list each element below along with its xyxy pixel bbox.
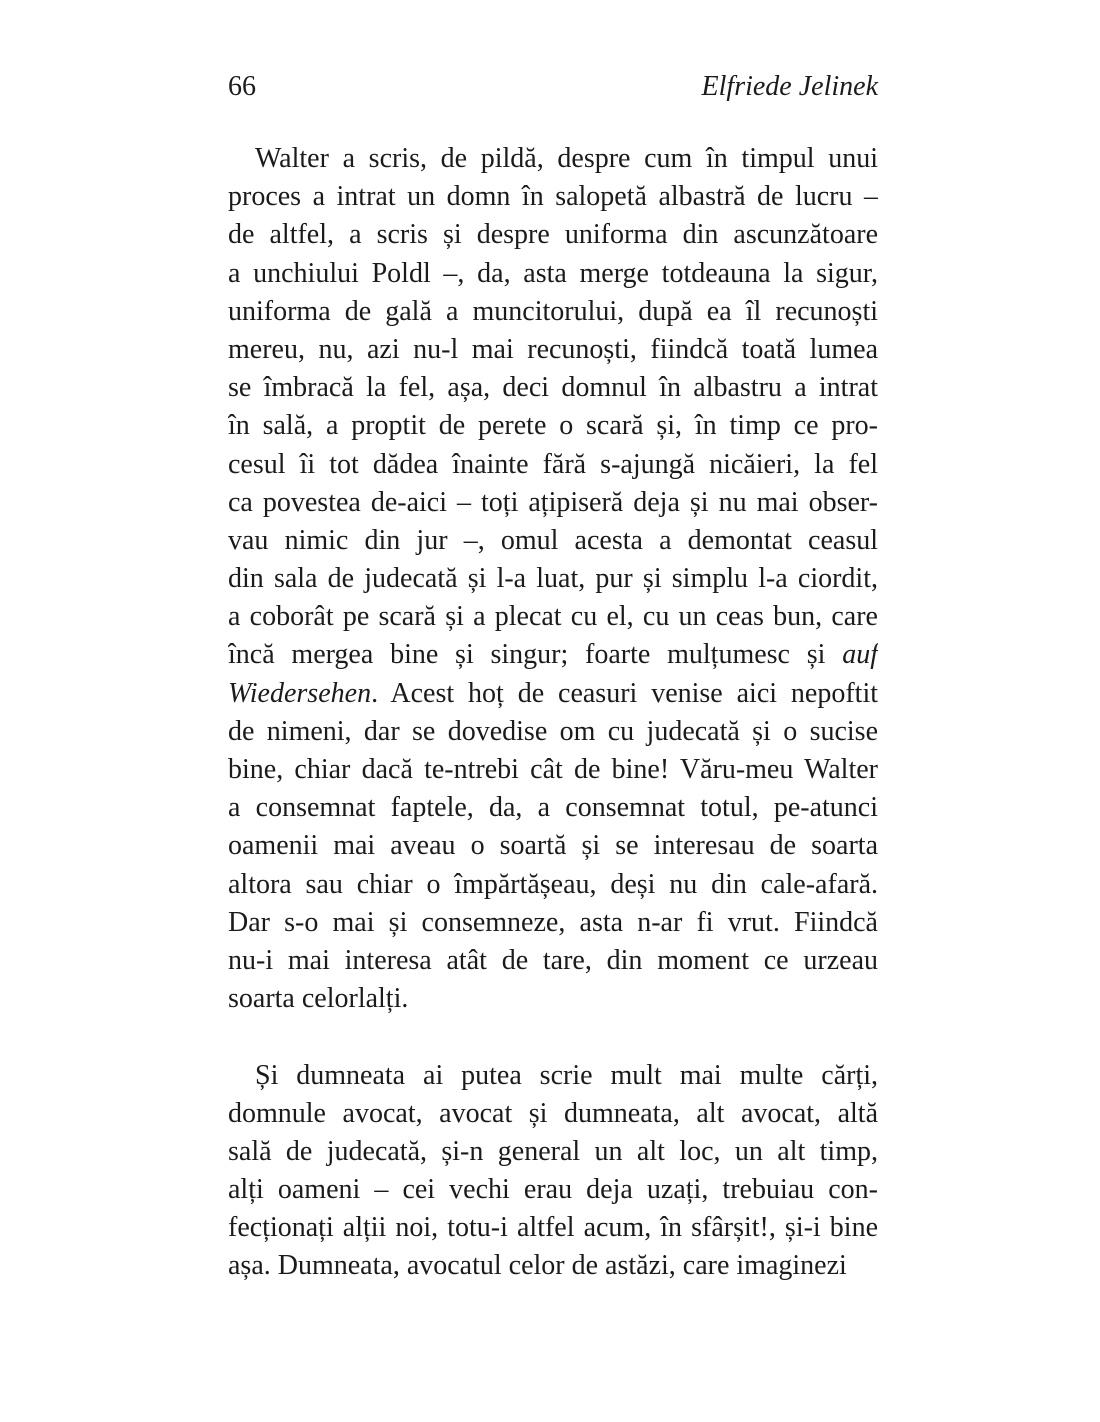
text-line: [228, 140, 878, 178]
text-line: [228, 407, 878, 445]
text-line: [228, 369, 878, 407]
text-line: [228, 1133, 878, 1171]
text-line: [228, 216, 878, 254]
text-segment: din sala de judecată și l-a luat, pur și simplu l-a ciordit,: [228, 563, 878, 595]
text-segment: alți oameni – cei vechi erau deja uzați, trebuiau con-: [228, 1174, 878, 1206]
text-line: [228, 904, 878, 942]
text-segment: încă mergea bine și singur; foarte mulțumesc și: [228, 639, 843, 671]
text-line: [228, 331, 878, 369]
text-line: [228, 484, 878, 522]
text-line: [228, 751, 878, 789]
text-segment: . Acest hoț de ceasuri venise aici nepoftit: [371, 677, 878, 709]
text-line: [228, 866, 878, 904]
text-segment: așa. Dumneata, avocatul celor de astăzi, care imaginezi: [228, 1250, 847, 1282]
text-line: [228, 560, 878, 598]
text-segment: proces a intrat un domn în salopetă albastră de lucru –: [228, 181, 878, 213]
text-segment: soarta celorlalți.: [228, 983, 409, 1015]
text-line: [228, 522, 878, 560]
text-column: [228, 140, 878, 1286]
text-segment: Și dumneata ai putea scrie mult mai multe cărți,: [255, 1059, 878, 1091]
text-line: [228, 713, 878, 751]
text-line: [228, 1095, 878, 1133]
text-segment: uniforma de gală a muncitorului, după ea îl recunoști: [228, 295, 878, 327]
text-segment: mereu, nu, azi nu-l mai recunoști, fiindcă toată lumea: [228, 333, 878, 365]
text-line: [228, 636, 878, 674]
text-line: [228, 293, 878, 331]
text-line: [228, 1057, 878, 1095]
text-segment: de nimeni, dar se dovedise om cu judecată și o sucise: [228, 715, 878, 747]
text-segment: în sală, a proptit de perete o scară și, în timp ce pro-: [228, 410, 878, 442]
text-line: [228, 1171, 878, 1209]
text-segment: nu-i mai interesa atât de tare, din moment ce urzeau: [228, 944, 878, 976]
text-line: [228, 827, 878, 865]
text-segment: ca povestea de-aici – toți ațipiseră deja și nu mai obser-: [228, 486, 878, 518]
paragraph: [228, 1057, 878, 1286]
text-segment: Walter a scris, de pildă, despre cum în timpul unui: [255, 143, 878, 174]
text-line: [228, 255, 878, 293]
paragraph: [228, 140, 878, 1018]
author-running-head: Elfriede Jelinek: [701, 71, 878, 102]
text-line: [228, 598, 878, 636]
text-segment: de altfel, a scris și despre uniforma din ascunzătoare: [228, 219, 878, 251]
text-segment: se îmbracă la fel, așa, deci domnul în albastru a intrat: [228, 372, 878, 404]
text-line: [228, 178, 878, 216]
text-segment: a consemnat faptele, da, a consemnat totul, pe-atunci: [228, 792, 878, 824]
text-segment: a coborât pe scară și a plecat cu el, cu un ceas bun, care: [228, 601, 878, 633]
text-segment: altora sau chiar o împărtășeau, deși nu din cale-afară.: [228, 868, 878, 900]
running-header: [228, 68, 878, 106]
text-segment: domnule avocat, avocat și dumneata, alt avocat, altă: [228, 1097, 878, 1129]
text-line: [228, 446, 878, 484]
text-segment: a unchiului Poldl –, da, asta merge totdeauna la sigur,: [228, 257, 878, 289]
italic-text-segment: auf: [842, 639, 878, 671]
text-segment: vau nimic din jur –, omul acesta a demontat ceasul: [228, 524, 878, 556]
text-segment: Dar s-o mai și consemneze, asta n-ar fi vrut. Fiindcă: [228, 906, 878, 938]
text-line: [228, 980, 878, 1018]
text-line: [228, 942, 878, 980]
text-segment: sală de judecată, și-n general un alt loc, un alt timp,: [228, 1135, 878, 1167]
italic-text-segment: Wiedersehen: [228, 677, 372, 709]
page-number: 66: [228, 71, 256, 102]
text-line: [228, 1247, 878, 1285]
text-line: [228, 789, 878, 827]
text-line: [228, 675, 878, 713]
text-segment: fecționați alții noi, totu-i altfel acum, în sfârșit!, și-i bine: [228, 1212, 878, 1244]
text-segment: oamenii mai aveau o soartă și se interesau de soarta: [228, 830, 878, 862]
text-line: [228, 1209, 878, 1247]
text-segment: cesul îi tot dădea înainte fără s-ajungă nicăieri, la fel: [228, 448, 878, 480]
text-segment: bine, chiar dacă te-ntrebi cât de bine! Văru-meu Walter: [228, 754, 878, 785]
